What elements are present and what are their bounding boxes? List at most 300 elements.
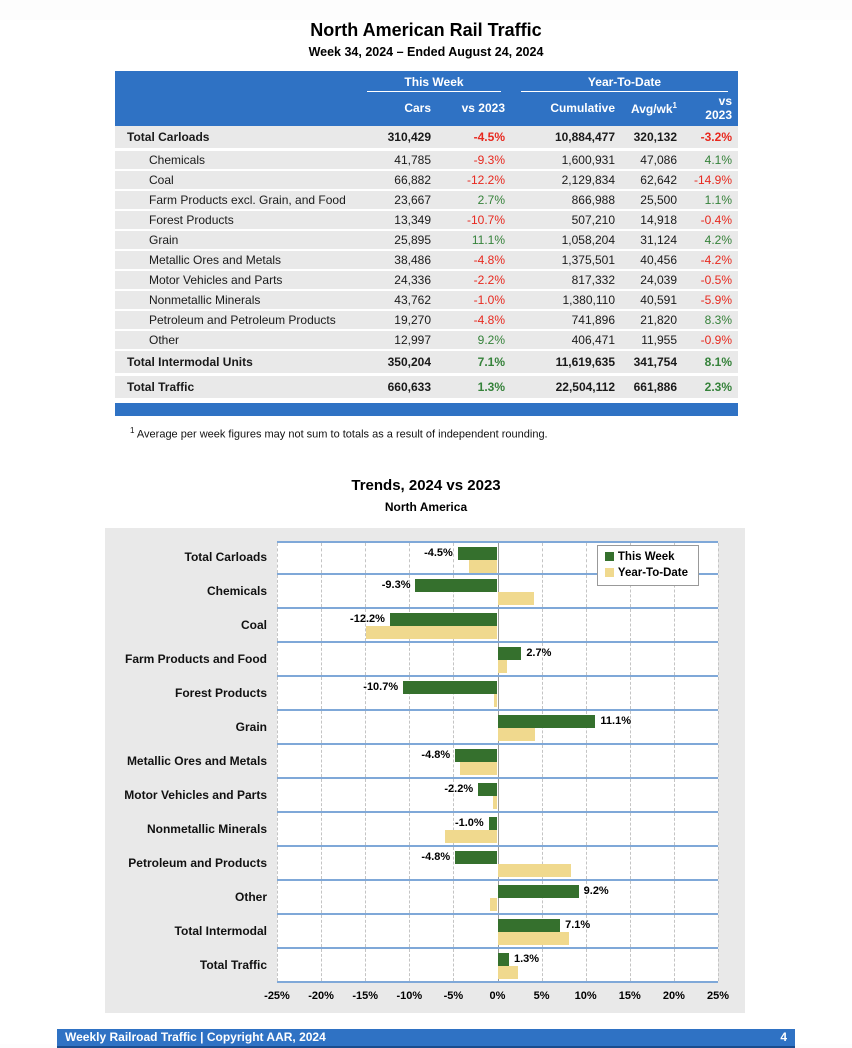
legend-item-this-week (605, 549, 688, 565)
footnote-text: Average per week figures may not sum to totals as a result of independent rounding. (136, 428, 548, 441)
week-vs2023-value: -4.8% (437, 311, 511, 331)
gridline (586, 949, 587, 981)
cumulative-value: 2,129,834 (511, 171, 621, 191)
legend-item-ytd (605, 565, 688, 581)
ytd-bar (460, 762, 497, 775)
avgwk-footnote-marker: 1 (672, 100, 677, 110)
row-label: Total Traffic (115, 376, 357, 401)
ytd-vs2023-value: -5.9% (683, 291, 738, 311)
chart-band (277, 847, 718, 881)
row-label: Other (115, 331, 357, 351)
gridline (630, 779, 631, 811)
gridline (674, 609, 675, 641)
gridline (365, 543, 366, 573)
bar-value-label: -1.0% (454, 816, 484, 829)
table-row (115, 211, 738, 231)
this-week-bar (498, 953, 509, 966)
gridline (409, 813, 410, 845)
gridline (630, 745, 631, 777)
chart-row (105, 609, 745, 643)
cars-value: 350,204 (357, 351, 437, 376)
gridline (409, 915, 410, 947)
ytd-vs2023-value: -4.2% (683, 251, 738, 271)
week-vs2023-value: -2.2% (437, 271, 511, 291)
ytd-bar (498, 966, 518, 979)
chart-category-label: Farm Products and Food (124, 652, 267, 667)
x-axis-tick-label: 10% (574, 989, 597, 1002)
gridline (277, 949, 278, 981)
chart-category-label: Total Intermodal (174, 924, 267, 939)
week-vs2023-value: -9.3% (437, 151, 511, 171)
gridline (718, 949, 719, 981)
chart-row (105, 745, 745, 779)
ytd-bar (469, 560, 497, 573)
gridline (718, 813, 719, 845)
cumulative-value: 817,332 (511, 271, 621, 291)
this-week-bar (415, 579, 497, 592)
gridline (630, 847, 631, 879)
gridline (674, 949, 675, 981)
this-week-bar (478, 783, 497, 796)
cumulative-value: 1,600,931 (511, 151, 621, 171)
week-vs2023-value: -12.2% (437, 171, 511, 191)
chart-row (105, 915, 745, 949)
ytd-bar (490, 898, 498, 911)
chart-row (105, 813, 745, 847)
chart-category-label: Metallic Ores and Metals (126, 754, 267, 769)
chart-category-label: Petroleum and Products (128, 856, 267, 871)
chart-category-label: Nonmetallic Minerals (146, 822, 267, 837)
chart-row (105, 847, 745, 881)
gridline (321, 575, 322, 607)
footer-text: Weekly Railroad Traffic | Copyright AAR, 2024 (65, 1029, 326, 1044)
row-label: Coal (115, 171, 357, 191)
zero-line (498, 677, 499, 709)
gridline (674, 643, 675, 675)
footnote-marker: 1 (130, 426, 135, 435)
avgwk-value: 14,918 (621, 211, 683, 231)
avgwk-value: 62,642 (621, 171, 683, 191)
gridline (365, 847, 366, 879)
gridline (321, 543, 322, 573)
ytd-vs2023-value: -14.9% (683, 171, 738, 191)
gridline (542, 609, 543, 641)
gridline (453, 543, 454, 573)
chart-band (277, 609, 718, 643)
gridline (277, 915, 278, 947)
this-week-bar (455, 851, 497, 864)
table-header (115, 71, 738, 126)
empty-header-cell (115, 71, 357, 92)
row-label: Total Carloads (115, 126, 357, 151)
cars-value: 660,633 (357, 376, 437, 401)
chart-row (105, 949, 745, 983)
gridline (365, 711, 366, 743)
row-label: Total Intermodal Units (115, 351, 357, 376)
gridline (630, 609, 631, 641)
gridline (674, 915, 675, 947)
gridline (277, 813, 278, 845)
chart-band (277, 949, 718, 983)
bar-value-label: -4.8% (421, 748, 451, 761)
x-axis-tick-label: 15% (618, 989, 641, 1002)
gridline (409, 881, 410, 913)
gridline (409, 543, 410, 573)
ytd-bar (493, 796, 497, 809)
chart-title: Trends, 2024 vs 2023 (351, 476, 501, 494)
cars-value: 24,336 (357, 271, 437, 291)
gridline (365, 779, 366, 811)
row-label: Grain (115, 231, 357, 251)
row-label: Petroleum and Petroleum Products (115, 311, 357, 331)
cumulative-value: 1,380,110 (511, 291, 621, 311)
chart-band (277, 779, 718, 813)
gridline (365, 881, 366, 913)
cumulative-value: 10,884,477 (511, 126, 621, 151)
zero-line (498, 745, 499, 777)
zero-line (498, 813, 499, 845)
gridline (718, 677, 719, 709)
table-row (115, 231, 738, 251)
gridline (321, 915, 322, 947)
gridline (277, 745, 278, 777)
ytd-bar (498, 660, 508, 673)
page-title: North American Rail Traffic (310, 20, 542, 40)
cars-value: 12,997 (357, 331, 437, 351)
bar-value-label: -12.2% (350, 612, 385, 625)
gridline (542, 677, 543, 709)
cumulative-value: 1,375,501 (511, 251, 621, 271)
gridline (277, 711, 278, 743)
gridline (321, 609, 322, 641)
gridline (630, 677, 631, 709)
this-week-bar (455, 749, 497, 762)
gridline (453, 949, 454, 981)
cumulative-value: 22,504,112 (511, 376, 621, 401)
gridline (674, 677, 675, 709)
page-subtitle: Week 34, 2024 – Ended August 24, 2024 (308, 45, 544, 59)
chart-plot-area (105, 541, 745, 983)
gridline (277, 779, 278, 811)
gridline (674, 745, 675, 777)
gridline (542, 779, 543, 811)
week-vs2023-value: -1.0% (437, 291, 511, 311)
chart-row (105, 711, 745, 745)
cars-value: 38,486 (357, 251, 437, 271)
gridline (453, 643, 454, 675)
ytd-vs2023-value: 8.3% (683, 311, 738, 331)
gridline (718, 711, 719, 743)
table-row (115, 251, 738, 271)
bar-value-label: 7.1% (565, 918, 591, 931)
ytd-bar (498, 728, 535, 741)
gridline (277, 881, 278, 913)
chart-band (277, 745, 718, 779)
gridline (718, 575, 719, 607)
week-vs2023-value: 1.3% (437, 376, 511, 401)
ytd-vs2023-value: 1.1% (683, 191, 738, 211)
chart-x-axis (264, 983, 730, 1009)
gridline (674, 779, 675, 811)
legend-label-this-week: This Week (617, 550, 675, 563)
cars-value: 43,762 (357, 291, 437, 311)
row-label: Chemicals (115, 151, 357, 171)
row-label: Farm Products excl. Grain, and Food (115, 191, 357, 211)
ytd-bar (366, 626, 497, 639)
avgwk-value: 21,820 (621, 311, 683, 331)
avgwk-value: 320,132 (621, 126, 683, 151)
chart-band (277, 643, 718, 677)
table-row (115, 171, 738, 191)
col-header-cumulative: Cumulative (511, 92, 621, 126)
col-header-avgwk: Avg/$wk^1$ (621, 92, 683, 126)
gridline (409, 745, 410, 777)
table-row (115, 311, 738, 331)
gridline (586, 745, 587, 777)
ytd-bar (498, 864, 571, 877)
gridline (586, 575, 587, 607)
gridline (674, 711, 675, 743)
this-week-bar (498, 647, 522, 660)
chart-row (105, 677, 745, 711)
table-row (115, 191, 738, 211)
ytd-bar (498, 932, 569, 945)
gridline (674, 813, 675, 845)
bar-value-label: 9.2% (583, 884, 609, 897)
table-row (115, 126, 738, 151)
ytd-vs2023-value: -0.4% (683, 211, 738, 231)
x-axis-tick-label: -20% (308, 989, 334, 1002)
this-week-bar (498, 715, 596, 728)
gridline (586, 779, 587, 811)
row-label: Forest Products (115, 211, 357, 231)
gridline (630, 643, 631, 675)
gridline (718, 745, 719, 777)
table-row (115, 291, 738, 311)
chart-band (277, 881, 718, 915)
chart-band (277, 813, 718, 847)
gridline (321, 711, 322, 743)
table-row (115, 271, 738, 291)
row-label: Motor Vehicles and Parts (115, 271, 357, 291)
ytd-bar (494, 694, 498, 707)
gridline (630, 949, 631, 981)
ytd-group-header: Year-To-Date (511, 71, 738, 92)
this-week-bar (498, 919, 561, 932)
cars-value: 19,270 (357, 311, 437, 331)
table-bottom-band (115, 403, 738, 416)
cumulative-value: 741,896 (511, 311, 621, 331)
gridline (321, 813, 322, 845)
report-page (0, 20, 852, 1044)
zero-line (498, 543, 499, 573)
ytd-vs2023-value: 4.1% (683, 151, 738, 171)
gridline (718, 881, 719, 913)
cumulative-value: 507,210 (511, 211, 621, 231)
avgwk-value: 47,086 (621, 151, 683, 171)
row-label: Metallic Ores and Metals (115, 251, 357, 271)
cars-value: 41,785 (357, 151, 437, 171)
gridline (321, 779, 322, 811)
cars-value: 310,429 (357, 126, 437, 151)
chart-band (277, 915, 718, 949)
gridline (586, 677, 587, 709)
chart-category-label: Motor Vehicles and Parts (124, 788, 267, 803)
footer-page-number: 4 (780, 1029, 787, 1044)
bar-value-label: 11.1% (600, 714, 631, 727)
gridline (321, 881, 322, 913)
gridline (586, 643, 587, 675)
ytd-vs2023-value: -0.5% (683, 271, 738, 291)
gridline (674, 881, 675, 913)
bar-value-label: -2.2% (444, 782, 474, 795)
gridline (277, 575, 278, 607)
col-header-week-vs2023: vs 2023 (437, 92, 511, 126)
legend-label-ytd: Year-To-Date (617, 566, 688, 579)
gridline (321, 745, 322, 777)
gridline (321, 847, 322, 879)
bar-value-label: -9.3% (381, 578, 411, 591)
table-row (115, 331, 738, 351)
ytd-vs2023-value: 4.2% (683, 231, 738, 251)
gridline (277, 543, 278, 573)
this-week-group-header: This Week (357, 71, 511, 92)
gridline (321, 677, 322, 709)
zero-line (498, 609, 499, 641)
x-axis-tick-label: -15% (352, 989, 379, 1002)
gridline (277, 643, 278, 675)
avgwk-value: 31,124 (621, 231, 683, 251)
gridline (542, 745, 543, 777)
chart-category-label: Other (234, 890, 267, 905)
gridline (542, 813, 543, 845)
gridline (365, 949, 366, 981)
this-week-bar (489, 817, 498, 830)
week-vs2023-value: -4.5% (437, 126, 511, 151)
gridline (453, 915, 454, 947)
chart-legend (597, 545, 699, 586)
week-vs2023-value: -10.7% (437, 211, 511, 231)
cars-value: 25,895 (357, 231, 437, 251)
avgwk-value: 341,754 (621, 351, 683, 376)
table-body (115, 126, 738, 401)
empty-header-cell (115, 92, 357, 126)
page-footer (57, 1029, 795, 1048)
cars-value: 66,882 (357, 171, 437, 191)
week-vs2023-value: 9.2% (437, 331, 511, 351)
chart-category-label: Coal (240, 618, 267, 633)
bar-value-label: 2.7% (526, 646, 552, 659)
row-label: Nonmetallic Minerals (115, 291, 357, 311)
gridline (630, 915, 631, 947)
this-week-bar (403, 681, 497, 694)
week-vs2023-value: 7.1% (437, 351, 511, 376)
week-vs2023-value: -4.8% (437, 251, 511, 271)
ytd-bar (445, 830, 497, 843)
chart-row (105, 779, 745, 813)
avgwk-value: 11,955 (621, 331, 683, 351)
ytd-vs2023-value: -0.9% (683, 331, 738, 351)
this-week-bar (498, 885, 579, 898)
avgwk-value: 40,456 (621, 251, 683, 271)
cars-value: 23,667 (357, 191, 437, 211)
gridline (718, 543, 719, 573)
gridline (409, 847, 410, 879)
avgwk-value: 24,039 (621, 271, 683, 291)
avgwk-value: 40,591 (621, 291, 683, 311)
gridline (277, 847, 278, 879)
gridline (718, 847, 719, 879)
col-header-ytd-vs2023: vs 2023 (683, 92, 738, 126)
table-footnote (130, 426, 852, 441)
gridline (586, 543, 587, 573)
zero-line (498, 779, 499, 811)
gridline (586, 609, 587, 641)
x-axis-tick-label: 5% (533, 989, 550, 1002)
bar-value-label: 1.3% (513, 952, 540, 965)
gridline (409, 949, 410, 981)
chart-category-label: Chemicals (206, 584, 267, 599)
gridline (365, 745, 366, 777)
gridline (674, 847, 675, 879)
table-row (115, 151, 738, 171)
cars-value: 13,349 (357, 211, 437, 231)
chart-category-label: Grain (235, 720, 267, 735)
gridline (321, 949, 322, 981)
chart-row (105, 643, 745, 677)
avgwk-value: 25,500 (621, 191, 683, 211)
ytd-vs2023-value: 2.3% (683, 376, 738, 401)
chart-band (277, 677, 718, 711)
this-week-swatch-icon (605, 552, 614, 561)
avgwk-value: 661,886 (621, 376, 683, 401)
gridline (365, 575, 366, 607)
this-week-bar (458, 547, 498, 560)
trends-bar-chart (105, 528, 745, 1013)
gridline (718, 643, 719, 675)
chart-category-label: Forest Products (174, 686, 267, 701)
gridline (586, 847, 587, 879)
gridline (453, 881, 454, 913)
ytd-vs2023-value: 8.1% (683, 351, 738, 376)
week-vs2023-value: 2.7% (437, 191, 511, 211)
ytd-bar (498, 592, 534, 605)
bar-value-label: -10.7% (363, 680, 399, 693)
gridline (718, 779, 719, 811)
bar-value-label: -4.8% (421, 850, 451, 863)
cumulative-value: 866,988 (511, 191, 621, 211)
x-axis-tick-label: -10% (396, 989, 423, 1002)
bar-value-label: -4.5% (424, 546, 453, 559)
gridline (718, 915, 719, 947)
week-vs2023-value: 11.1% (437, 231, 511, 251)
chart-category-label: Total Carloads (184, 550, 267, 565)
x-axis-tick-label: 25% (706, 989, 730, 1002)
gridline (542, 949, 543, 981)
gridline (277, 609, 278, 641)
table-row (115, 376, 738, 401)
this-week-bar (390, 613, 498, 626)
gridline (542, 543, 543, 573)
gridline (409, 643, 410, 675)
gridline (718, 609, 719, 641)
gridline (277, 677, 278, 709)
gridline (409, 711, 410, 743)
gridline (321, 643, 322, 675)
gridline (630, 881, 631, 913)
ytd-swatch-icon (605, 568, 614, 577)
chart-subtitle: North America (384, 499, 468, 514)
